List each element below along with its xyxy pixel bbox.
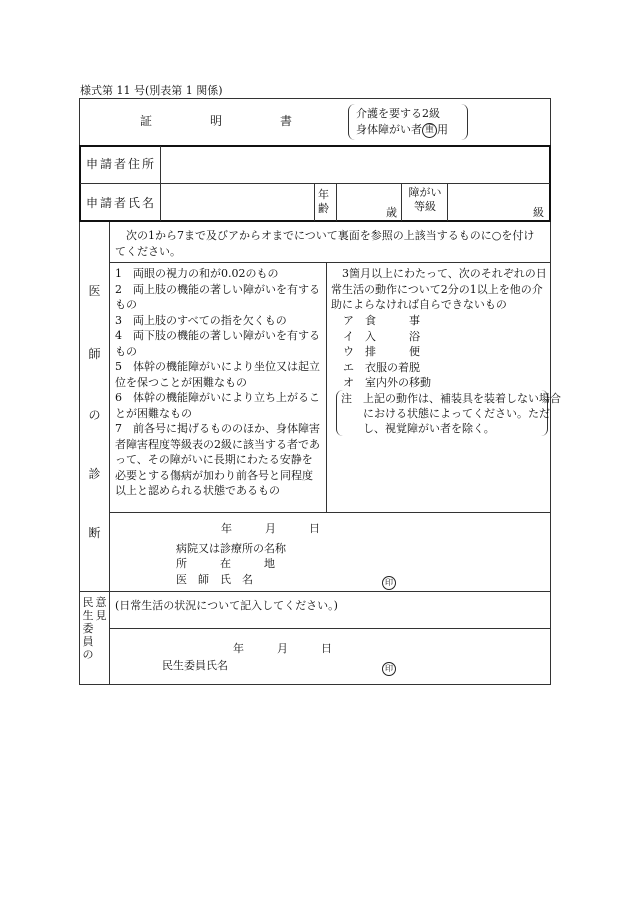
age-label: 年齢	[318, 188, 329, 215]
hospital-address-label: 所 在 地	[176, 557, 275, 570]
commissioner-seal[interactable]	[382, 658, 396, 677]
commissioner-side-char-6: 意	[95, 596, 107, 609]
doctor-seal-mark: 印	[382, 576, 396, 590]
activity-u-text: 排 便	[365, 345, 420, 358]
criteria-item-1[interactable]: 1 両眼の視力の和が0.02のもの	[115, 267, 279, 280]
commissioner-side-char-3: 委	[82, 622, 94, 635]
age-label-left	[314, 184, 315, 221]
activity-a-text: 食 事	[365, 314, 420, 327]
criteria-list	[115, 266, 322, 499]
frame-bottom	[79, 684, 551, 685]
category-line-2-suffix: 用	[437, 123, 448, 136]
criteria-item-6[interactable]: 6 体幹の機能障がいにより立ち上がることが困難なもの	[115, 391, 320, 420]
daily-living-intro: 3箇月以上にわたって、次のそれぞれの日常生活の動作について2分の1以上を他の介助によらなければ自らできないもの	[331, 267, 547, 311]
name-label: 申請者氏名	[86, 196, 157, 210]
commissioner-side-divider	[109, 591, 110, 684]
activity-e[interactable]	[343, 360, 420, 375]
activity-a-mark: ア	[343, 314, 354, 327]
doctor-name-label: 医 師 氏 名	[176, 573, 253, 586]
activity-u-mark: ウ	[343, 345, 354, 358]
form-number-label: 様式第 11 号(別表第 1 関係)	[80, 84, 223, 97]
commissioner-side-char-2: 生	[82, 609, 94, 622]
criteria-item-7[interactable]: 7 前各号に掲げるもののほか、身体障害者障害程度等級表の2級に該当する者であって、その障がいに長期にわたる安静を必要とする傷病が加わり前各号と同程度以上と認められる状態であるもの	[115, 422, 320, 497]
doctor-side-label-4: 診	[88, 467, 101, 481]
criteria-item-2[interactable]: 2 両上肢の機能の著しい障がいを有するもの	[115, 282, 320, 311]
doctor-instruction: 次の1から7まで及びアからオまでについて裏面を参照の上該当するものに○を付けてください。	[115, 229, 535, 258]
grade-label-right	[447, 184, 448, 221]
age-unit: 歳	[386, 206, 397, 219]
doctor-side-divider	[109, 222, 110, 591]
address-label: 申請者住所	[86, 157, 157, 171]
doctor-side-label-1: 医	[88, 284, 101, 298]
instruction-divider	[110, 262, 550, 263]
commissioner-side-char-4: 員	[82, 635, 94, 648]
grade-label-left	[401, 184, 402, 221]
category-line-2	[356, 122, 448, 138]
commissioner-date-line: 年 月 日	[233, 642, 332, 655]
commissioner-seal-mark: 印	[382, 662, 396, 676]
activity-o-text: 室内外の移動	[365, 376, 431, 389]
applicant-label-divider	[160, 146, 161, 221]
certificate-title: 証 明 書	[140, 114, 295, 128]
commissioner-side-col1	[82, 596, 94, 661]
applicant-divider	[80, 183, 550, 184]
commissioner-side-char-1: 民	[82, 596, 94, 609]
criteria-item-3[interactable]: 3 両上肢のすべての指を欠くもの	[115, 313, 287, 327]
criteria-column-divider	[326, 262, 327, 512]
commissioner-name-label: 民生委員氏名	[162, 659, 228, 672]
category-line-2-prefix: 身体障がい者	[356, 123, 422, 136]
grade-unit: 級	[533, 206, 544, 219]
doctor-seal[interactable]	[382, 572, 396, 591]
note-text: 注 上記の動作は、補装具を装着しない場合における状態によってください。ただし、視覚障がい者を除く。	[341, 392, 561, 435]
hospital-name-label: 病院又は診療所の名称	[176, 542, 286, 555]
activity-i[interactable]	[343, 329, 420, 344]
criteria-item-5[interactable]: 5 体幹の機能障がいにより坐位又は起立位を保つことが困難なもの	[115, 360, 320, 389]
commissioner-divider	[110, 628, 550, 629]
grade-label: 障がい等級	[408, 186, 442, 213]
frame-top	[79, 98, 550, 99]
doctor-side-label-3: の	[88, 408, 101, 422]
doctor-date-line: 年 月 日	[221, 522, 320, 535]
doctor-side-label-5: 断	[88, 526, 101, 540]
activity-o-mark: オ	[343, 376, 354, 389]
activity-i-text: 入 浴	[365, 330, 420, 343]
category-line-1: 介護を要する2級	[356, 107, 440, 120]
commissioner-instruction: (日常生活の状況について記入してください。)	[115, 599, 338, 612]
commissioner-top-divider	[79, 591, 551, 592]
activity-e-mark: エ	[343, 361, 354, 374]
doctor-side-label-2: 師	[88, 347, 101, 361]
commissioner-side-col2	[95, 596, 107, 622]
activity-i-mark: イ	[343, 330, 354, 343]
commissioner-side-char-7: 見	[95, 609, 107, 622]
commissioner-side-char-5: の	[82, 648, 94, 661]
circled-character: 重	[422, 123, 437, 138]
activity-a[interactable]	[343, 313, 420, 328]
criteria-item-4[interactable]: 4 両下肢の機能の著しい障がいを有するもの	[115, 329, 320, 358]
criteria-bottom-divider	[110, 512, 550, 513]
activity-u[interactable]	[343, 344, 420, 359]
age-label-right	[336, 184, 337, 221]
activity-o[interactable]	[343, 375, 431, 390]
activity-e-text: 衣服の着脱	[365, 361, 420, 374]
